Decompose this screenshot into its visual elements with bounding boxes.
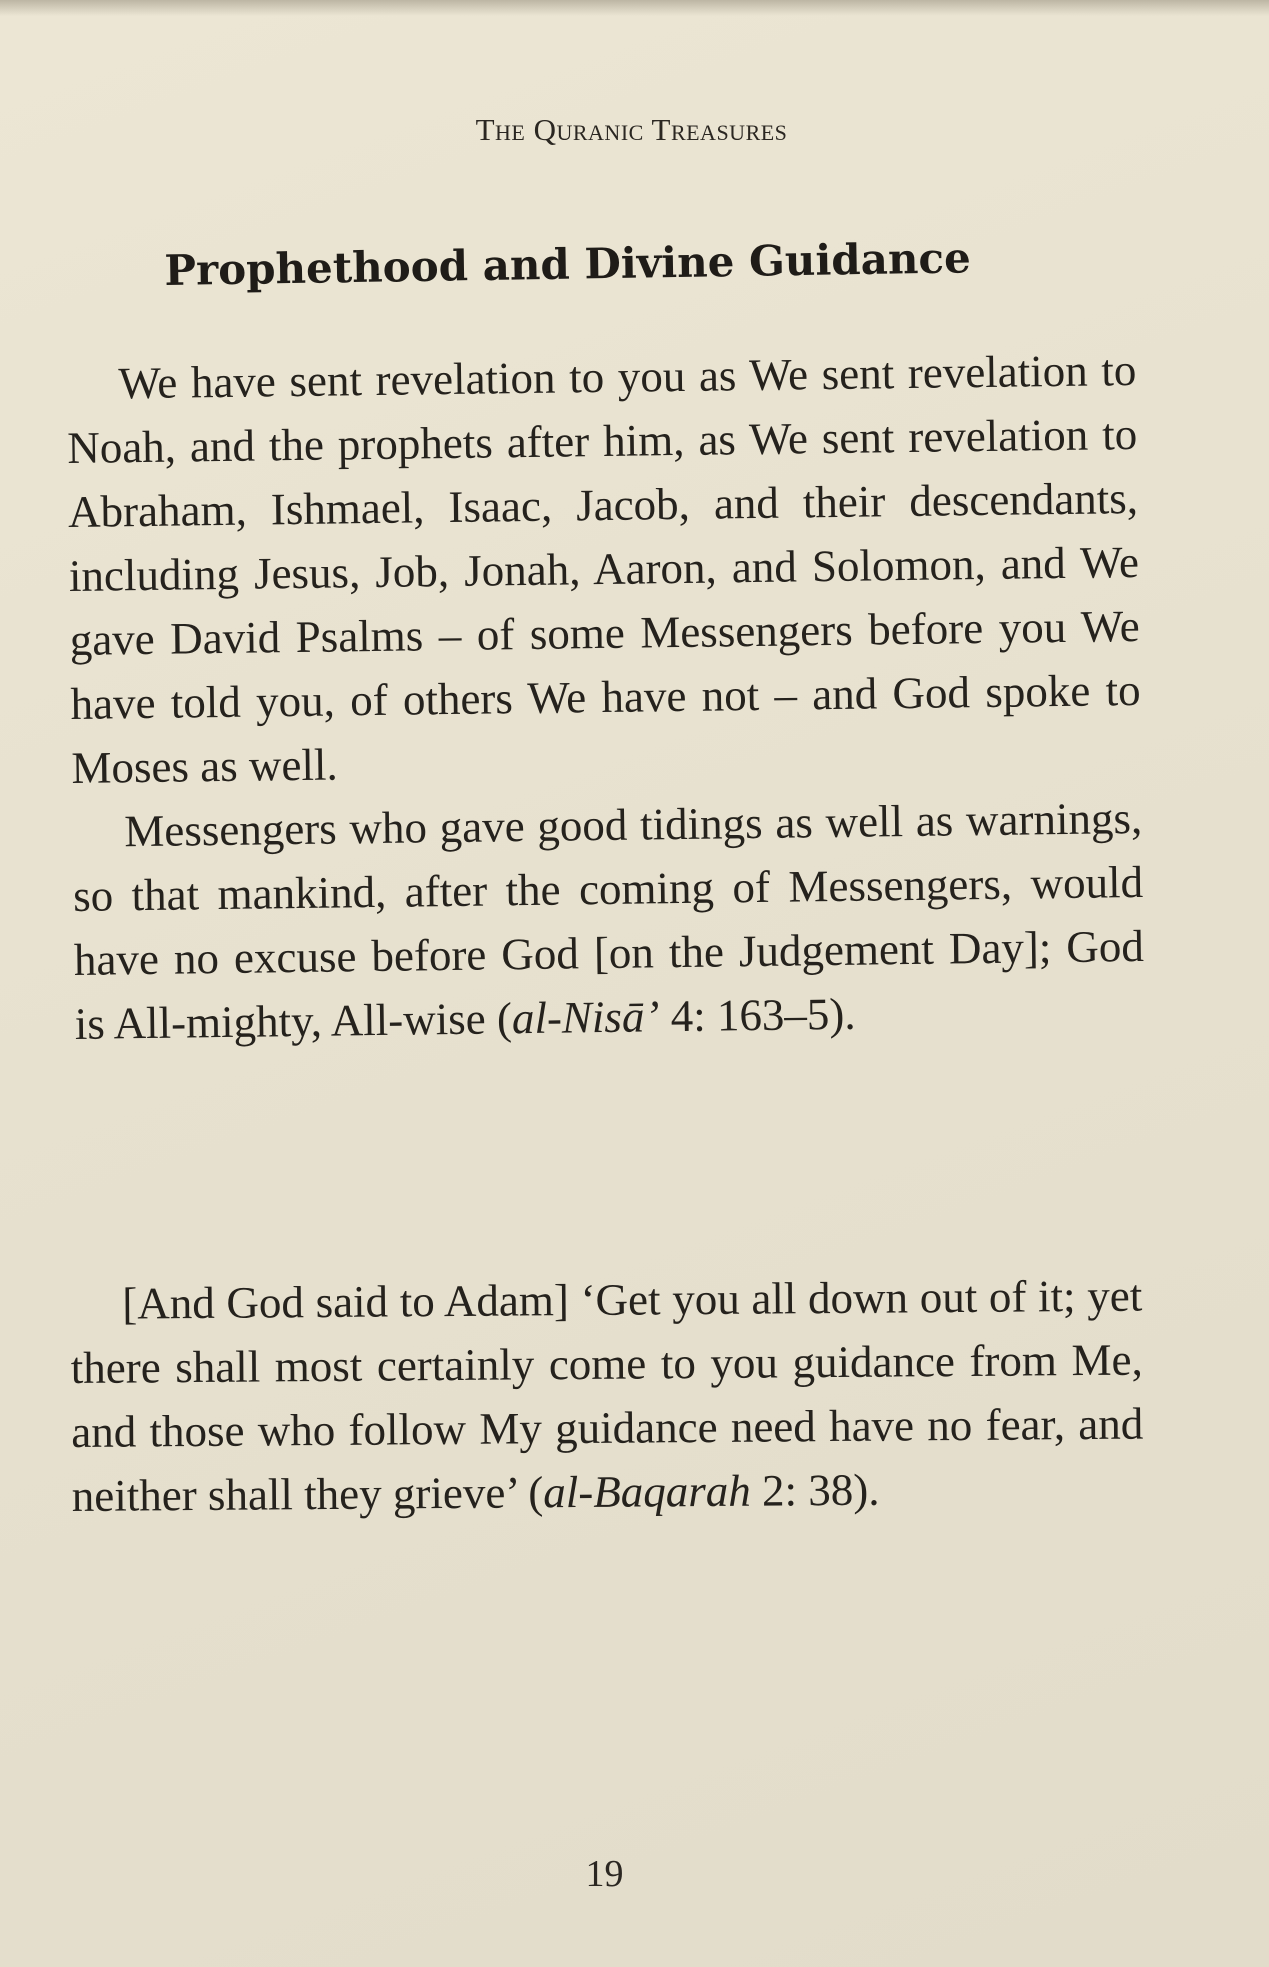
page-number: [0, 1852, 1269, 1896]
running-head: [0, 112, 1269, 148]
passage-1-paragraph-1-text: We have sent revelation to you as We sent revelation to Noah, and the prophets after him, as We sent revelation to Abraham, Ishmael, Isaac, Jacob, and their descendants, including Jesus, Job, Jonah, Aaron, and Solomon, and We gave David Psalms – of some Messengers before you We have told you, of others We have not – and God spoke to Moses as well.: [66, 344, 1141, 793]
passage-1-paragraph-2: [72, 786, 1145, 1056]
passage-2-citation-open: (: [516, 1467, 544, 1518]
passage-1-paragraph-1: [66, 338, 1142, 800]
section-heading: Prophethood and Divine Guidance: [164, 233, 972, 295]
passage-2-paragraph-1: [70, 1264, 1144, 1528]
passage-1-citation-open: (: [496, 993, 513, 1044]
passage-1-citation-source: al-Nisā’: [511, 991, 660, 1044]
passage-1-paragraph-2-text: Messengers who gave good tidings as well as warnings, so that mankind, after the coming of Messengers, would have no excuse before God [on the Judgement Day]; God is All-mighty, All-wise: [72, 792, 1145, 1049]
passage-2-citation-source: al-Baqarah: [543, 1465, 751, 1518]
passage-2-citation-ref: 2: 38).: [750, 1464, 880, 1516]
page-number-text: 19: [585, 1853, 624, 1895]
passage-2-paragraph-1-text: [And God said to Adam] ‘Get you all down out of it; yet there shall most certainly come to you guidance from Me, and those who follow My guidance need have no fear, and neither shall they grieve’: [70, 1270, 1144, 1521]
passage-1-citation-ref: 4: 163–5).: [659, 988, 856, 1042]
running-head-text: The Quranic Treasures: [475, 112, 788, 147]
passage-2: [70, 1264, 1144, 1528]
passage-1: [66, 338, 1145, 1056]
page-top-edge: [0, 0, 1269, 16]
